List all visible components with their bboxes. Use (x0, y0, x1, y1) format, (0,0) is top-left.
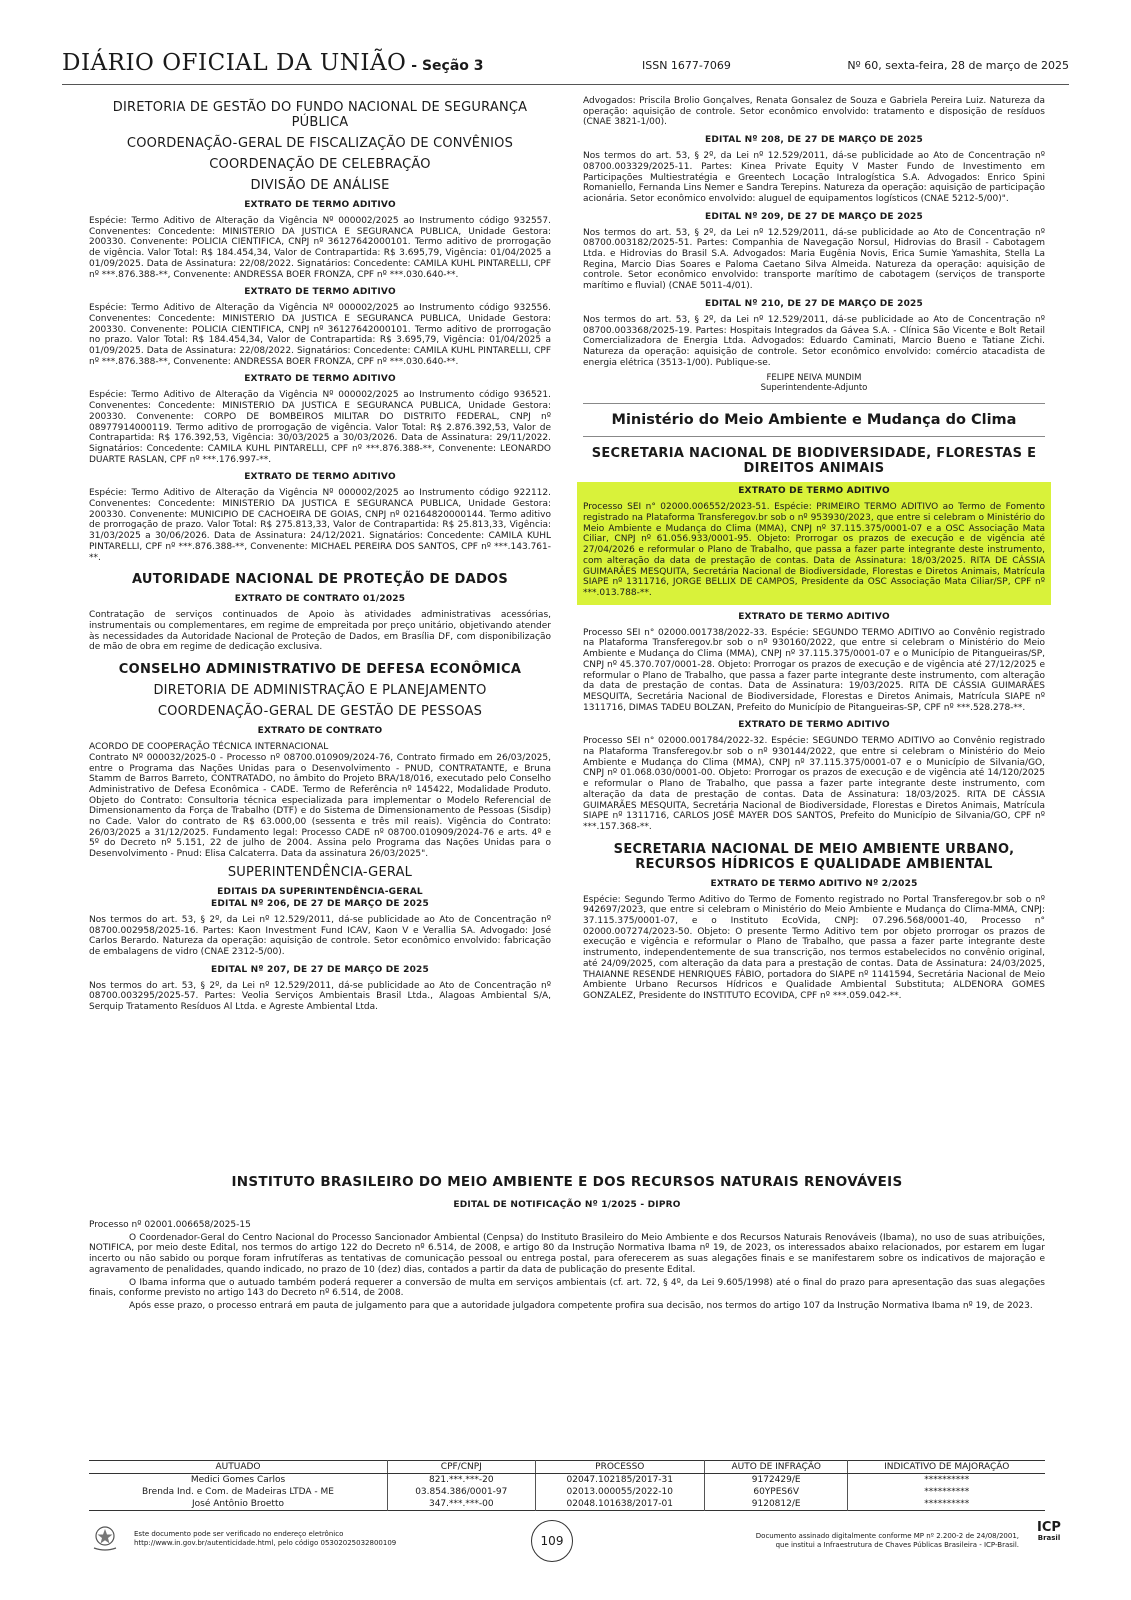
table-cell: José Antônio Broetto (192, 1499, 284, 1509)
extract-title: EDITAIS DA SUPERINTENDÊNCIA-GERAL (217, 886, 423, 897)
column-header: AUTO DE INFRAÇÃO (704, 1461, 848, 1474)
ministry-rule (583, 403, 1045, 404)
ministry-rule (583, 436, 1045, 437)
signature-block (583, 373, 1045, 393)
left-column (89, 96, 551, 1018)
table-cell: Medici Gomes Carlos (190, 1475, 286, 1485)
extract-text: Processo SEI n° 02000.001784/2022-32. Espécie: SEGUNDO TERMO ADITIVO ao Convênio registrado na Plataforma Transferegov.br sob o nº 930144/2022, que entre si celebram o Ministério do Meio Ambiente e Mudança do Clima (MMA), CNPJ nº 37.115.375/0001-07 e o Município de Silvania/GO, CNPJ nº 01.068.030/0001-00. Objeto: Prorrogar os prazos de execução e de vigência até 14/120/2025 e reformular o Plano de Trabalho, que passa a fazer parte integrante deste instrumento, com alteração da data de prestação de contas. Data de Assinatura: 18/03/2025. RITA DE CÁSSIA GUIMARÃES MESQUITA, Secretária Nacional de Biodiversidade, Florestas e Diretos Animais, Matrícula SIAPE nº 1311716, CARLOS JOSÉ MAYER DOS SANTOS, Prefeito do Município de Silvania/GO, CPF nº ***.157.368-**. (583, 736, 1045, 832)
header-rule (62, 84, 1069, 85)
coat-of-arms-icon (90, 1522, 120, 1552)
issn: ISSN 1677-7069 (642, 59, 731, 72)
section-label: - Seção 3 (406, 58, 484, 74)
section-heading: COORDENAÇÃO-GERAL DE GESTÃO DE PESSOAS (157, 704, 483, 720)
extract-title: EXTRATO DE TERMO ADITIVO (244, 200, 396, 210)
signature-line: Documento assinado digitalmente conforme MP nº 2.200-2 de 24/08/2001, (755, 1532, 1019, 1540)
section-heading: SUPERINTENDÊNCIA-GERAL (227, 864, 413, 880)
signature-note (756, 1532, 1019, 1550)
extract-title: EXTRATO DE TERMO ADITIVO (738, 720, 890, 731)
extract-title: EDITAL Nº 206, DE 27 DE MARÇO DE 2025 (211, 898, 429, 909)
ministry-heading: Ministério do Meio Ambiente e Mudança do Clima (611, 412, 1017, 429)
extract-title: EXTRATO DE CONTRATO (257, 726, 383, 737)
verification-note (134, 1530, 396, 1548)
column-header: AUTUADO (89, 1461, 388, 1474)
extract-text: Processo SEI n° 02000.001738/2022-33. Espécie: SEGUNDO TERMO ADITIVO ao Convênio registrado na Plataforma Transferegov.br sob o nº 930160/2022, que entre si celebram o Ministério do Meio Ambiente e Mudança do Clima (MMA), CNPJ nº 37.115.375/0001-07 e o Município de Pitangueiras/SP, CNPJ nº 45.370.707/0001-28. Objeto: Prorrogar os prazos de execução e de vigência até 27/12/2025 e reformular o Plano de Trabalho, que passa a fazer parte integrante deste instrumento, com alteração da data de prestação de contas. Data de Assinatura: 19/03/2025. RITA DE CÁSSIA GUIMARÃES MESQUITA, Secretária Nacional de Biodiversidade, Florestas e Diretos Animais, Matrícula SIAPE nº 1311716, DIMAS TADEU BOLZAN, Prefeito do Município de Pitangueiras-SP, CPF nº ***.528.278-**. (583, 627, 1045, 713)
table-cell: 9172429/E (704, 1474, 848, 1487)
table-cell: 02013.000055/2022-10 (535, 1486, 704, 1498)
extract-title: EDITAL Nº 209, DE 27 DE MARÇO DE 2025 (705, 211, 923, 222)
notice-text: Processo nº 02001.006658/2025-15 (89, 1220, 251, 1230)
edital-text: Nos termos do art. 53, § 2º, da Lei nº 12.529/2011, dá-se publicidade ao Ato de Concentração nº 08700.002958/2025-16. Partes: Kaon Investment Fund ICAV, Kaon V e Verallia SA. Advogado: José Carlos Berardo. Natureza da operação: aquisição de controle. Setor econômico envolvido: fabricação de embalagens de vidro (CNAE 2312-5/00). (89, 914, 551, 957)
notice-text: Após esse prazo, o processo entrará em pauta de julgamento para que a autoridade julgadora competente profira sua decisão, nos termos do artigo 107 da Instrução Normativa Ibama nº 19, de 2023. (129, 1300, 1033, 1311)
extract-text: Espécie: Termo Aditivo de Alteração da Vigência Nº 000002/2025 ao Instrumento código 932556. Convenentes: Concedente: MINISTERIO DA JUSTICA E SEGURANCA PUBLICA, Unidade Gestora: 200330. Convenente: POLICIA CIENTIFICA, CNPJ nº 36127642000101. Termo aditivo de prorrogação no prazo. Valor Total: R$ 184.454,34, Valor de Contrapartida: R$ 3.695,79, Vigência: 01/04/2025 a 01/09/2025. Data de Assinatura: 22/08/2022. Signatários: Concedente: CAMILA KUHL PINTARELLI, CPF nº ***.876.388-**, Convenente: ANDRESSA BOER FRONZA, CPF nº ***.030.640-**. (89, 303, 551, 367)
extract-text: Espécie: Termo Aditivo de Alteração da Vigência Nº 000002/2025 ao Instrumento código 936521. Convenentes: Concedente: MINISTERIO DA JUSTICA E SEGURANCA PUBLICA, Unidade Gestora: 200330. Convenente: CORPO DE BOMBEIROS MILITAR DO DISTRITO FEDERAL, CNPJ nº 08977914000119. Termo aditivo de prorrogação de vigência. Valor Total: R$ 2.876.392,53, Valor de Contrapartida: R$ 176.392,53, Vigência: 30/03/2025 a 30/03/2026. Data de Assinatura: 29/11/2022. Signatários: Concedente: CAMILA KUHL PINTARELLI, CPF nº ***.876.388-**, Convenente: LEONARDO DUARTE RASLAN, CPF nº ***.176.997-**. (89, 390, 551, 465)
column-header: INDICATIVO DE MAJORAÇÃO (848, 1461, 1045, 1474)
section-heading: COORDENAÇÃO-GERAL DE FISCALIZAÇÃO DE CONVÊNIOS (126, 136, 514, 151)
edital-text: Nos termos do art. 53, § 2º, da Lei nº 12.529/2011, dá-se publicidade ao Ato de Concentração nº 08700.003295/2025-57. Partes: Veolia Serviços Ambientais Brasil Ltda., Alagoas Ambiental S/A, Serquip Tratamento Resíduos Al Ltda. e Agreste Ambiental Ltda. (89, 980, 551, 1013)
extract-title: EDITAL Nº 208, DE 27 DE MARÇO DE 2025 (705, 135, 923, 146)
page-footer (62, 1520, 1069, 1570)
column-header: CPF/CNPJ (388, 1461, 536, 1474)
notice-text: O Ibama informa que o autuado também poderá requerer a conversão de multa em serviços ambientais (cf. art. 72, § 4º, da Lei 9.605/1998) até o final do prazo para apresentação das suas alegações finais, conforme previsto no artigo 143 do Decreto nº 6.514, de 2008. (89, 1277, 1045, 1299)
edital-text: Nos termos do art. 53, § 2º, da Lei nº 12.529/2011, dá-se publicidade ao Ato de Concentração nº 08700.003368/2025-19. Partes: Hospitais Integrados da Gávea S.A. - Clínica São Vicente e Bolt Retail Comercializadora de Energia Ltda. Advogados: Eduardo Caminati, Marcio Bueno e Tatiane Zichi. Natureza da operação: aquisição de controle. Setor econômico envolvido: comércio atacadista de energia elétrica (3513-1/00). Publique-se. (583, 314, 1045, 368)
table-cell: 02048.101638/2017-01 (535, 1498, 704, 1511)
issue-date: Nº 60, sexta-feira, 28 de março de 2025 (847, 59, 1069, 72)
table-cell: ********** (848, 1474, 1045, 1487)
extract-title: EXTRATO DE TERMO ADITIVO (738, 486, 890, 497)
extract-title: EDITAL Nº 207, DE 27 DE MARÇO DE 2025 (211, 964, 429, 975)
agency-heading: INSTITUTO BRASILEIRO DO MEIO AMBIENTE E DOS RECURSOS NATURAIS RENOVÁVEIS (231, 1174, 903, 1190)
extract-text: Espécie: Termo Aditivo de Alteração da Vigência Nº 000002/2025 ao Instrumento código 932557. Convenentes: Concedente: MINISTERIO DA JUSTICA E SEGURANCA PUBLICA, Unidade Gestora: 200330. Convenente: POLICIA CIENTIFICA, CNPJ nº 36127642000101. Termo aditivo de prorrogação de vigência. Valor Total: R$ 184.454,34, Valor de Contrapartida: R$ 3.695,79, Vigência: 01/04/2025 a 01/09/2025. Data de Assinatura: 22/08/2022. Signatários: Concedente: CAMILA KUHL PINTARELLI, CPF nº ***.876.388-**, Convenente: ANDRESSA BOER FRONZA, CPF nº ***.030.640-**. (89, 216, 551, 280)
notice-title: EDITAL DE NOTIFICAÇÃO Nº 1/2025 - DIPRO (453, 1200, 681, 1210)
verification-line: Este documento pode ser verificado no endereço eletrônico (134, 1530, 344, 1538)
edital-text: Nos termos do art. 53, § 2º, da Lei nº 12.529/2011, dá-se publicidade ao Ato de Concentração nº 08700.003329/2025-11. Partes: Kinea Private Equity V Master Fundo de Investimento em Participações Multiestratégia e Greentech Locação Intralogística S.A. Advogados: Enrico Spini Romaniello, Fernanda Lins Nemer e Sandra Terepins. Natureza da operação: aquisição de participação acionária. Setor econômico envolvido: aluguel de equipamentos logísticos (CNAE 5212-5/00)". (583, 151, 1045, 204)
table-header-row (89, 1461, 1045, 1474)
extract-title: EXTRATO DE TERMO ADITIVO (244, 374, 396, 385)
publication-title: DIÁRIO OFICIAL DA UNIÃO - Seção 3 (62, 50, 484, 76)
page-header (62, 50, 1069, 80)
notified-parties-table (89, 1460, 1045, 1511)
table-cell: 821.***.***-20 (388, 1474, 536, 1487)
verification-link: http://www.in.gov.br/autenticidade.html, pelo código 05302025032800109 (134, 1539, 397, 1547)
signer-role: Superintendente-Adjunto (760, 383, 868, 394)
extract-text: Espécie: Termo Aditivo de Alteração da Vigência Nº 000002/2025 ao Instrumento código 922112. Convenentes: Concedente: MINISTERIO DA JUSTICA E SEGURANCA PUBLICA, Unidade Gestora: 200330. Convenente: MUNICIPIO DE CACHOEIRA DE GOIAS, CNPJ nº 02164820000144. Termo aditivo de prorrogação de prazo. Valor Total: R$ 275.813,33, Valor de Contrapartida: R$ 25.813,33, Vigência: 31/03/2025 a 30/06/2026. Data de Assinatura: 24/12/2021. Signatários: Concedente: CAMILA KUHL PINTARELLI, CPF nº ***.876.388-**, Convenente: MICHAEL PEREIRA DOS SANTOS, CPF nº ***.143.761-**. (89, 488, 551, 563)
notice-text: O Coordenador-Geral do Centro Nacional do Processo Sancionador Ambiental (Cenpsa) do Instituto Brasileiro do Meio Ambiente e dos Recursos Naturais Renováveis (Ibama), no uso de suas atribuições, NOTIFICA, por meio deste Edital, nos termos do artigo 122 do Decreto nº 6.514, de 2008, e artigo 80 da Instrução Normativa Ibama nº 19, de 2023, os interessados abaixo relacionados, por estarem em lugar incerto ou não sabido ou porque foram infrutíferas as tentativas de comunicação pessoal ou entrega postal, para oferecerem as suas alegações finais e se manifestarem sobre os indicativos de majoração e agravamento de penalidades, quando indicado, no prazo de 10 (dez) dias, contados a partir da data de publicação do presente Edital. (89, 1232, 1045, 1275)
icp-brasil-logo (1031, 1522, 1067, 1560)
agency-heading: CONSELHO ADMINISTRATIVO DE DEFESA ECONÔMICA (118, 662, 522, 678)
section-heading: DIRETORIA DE GESTÃO DO FUNDO NACIONAL DE SEGURANÇA PÚBLICA (112, 100, 528, 130)
table-cell: 60YPES6V (704, 1486, 848, 1498)
page-number: 109 (531, 1520, 573, 1562)
table-cell: 347.***.***-00 (388, 1498, 536, 1511)
edital-text: Advogados: Priscila Brolio Gonçalves, Renata Gonsalez de Souza e Gabriela Pereira Luiz. Natureza da operação: aquisição de controle. Setor econômico envolvido: tratamento e disposição de resíduos (CNAE 3821-1/00). (583, 96, 1045, 128)
table-cell: 03.854.386/0001-97 (388, 1486, 536, 1498)
extract-title: EXTRATO DE TERMO ADITIVO Nº 2/2025 (710, 878, 918, 889)
icp-logo-text: ICP (1037, 1520, 1061, 1535)
extract-title: EXTRATO DE TERMO ADITIVO (244, 472, 396, 483)
agency-heading: AUTORIDADE NACIONAL DE PROTEÇÃO DE DADOS (131, 572, 509, 588)
signer-name: FELIPE NEIVA MUNDIM (766, 373, 862, 384)
table-row (89, 1498, 1045, 1511)
right-column (583, 96, 1045, 1007)
extract-title: EXTRATO DE TERMO ADITIVO (244, 287, 396, 298)
extract-title: EXTRATO DE TERMO ADITIVO (738, 611, 890, 622)
table-row (89, 1486, 1045, 1498)
table-cell: ********** (848, 1486, 1045, 1498)
icp-logo-subtext: Brasil (1037, 1534, 1061, 1542)
edital-text: Nos termos do art. 53, § 2º, da Lei nº 12.529/2011, dá-se publicidade ao Ato de Concentração nº 08700.003182/2025-51. Partes: Companhia de Navegação Norsul, Hidrovias do Brasil - Cabotagem Ltda. e Hidrovias do Brasil S.A. Advogados: Maria Eugênia Novis, Erica Sumie Yamashita, Stella La Regina, Marcio Dias Soares e Paloma Caetano Silva Almeida. Natureza da operação: aquisição de controle. Setor econômico envolvido: transporte marítimo de cabotagem (serviços de transporte marítimo e fluvial) (CNAE 5011-4/01). (583, 227, 1045, 292)
highlighted-extract (577, 482, 1051, 604)
extract-text: Processo SEI n° 02000.006552/2023-51. Espécie: PRIMEIRO TERMO ADITIVO ao Termo de Fomento registrado na Plataforma Transferegov.br sob o nº 953930/2023, que entre si celebram o Ministério do Meio Ambiente e Mudança do Clima (MMA), CNPJ nº 37.115.375/0001-07 e a OSC Associação Mata Ciliar, CNPJ nº 61.056.933/0001-95. Objeto: Prorrogar os prazos de execução e de vigência até 27/04/2026 e reformular o Plano de Trabalho, que passa a fazer parte integrante deste instrumento, com alteração da data de prestação de contas. Data de Assinatura: 18/03/2025. RITA DE CÁSSIA GUIMARÃES MESQUITA, Secretária Nacional de Biodiversidade, Florestas e Diretos Animais, Matrícula SIAPE nº 1311716, JORGE BELLIX DE CAMPOS, Presidente da OSC Associação Mata Ciliar/SP, CPF nº ***.013.788-**. (583, 502, 1045, 598)
table-row (89, 1474, 1045, 1487)
secretariat-heading: SECRETARIA NACIONAL DE MEIO AMBIENTE URBANO, RECURSOS HÍDRICOS E QUALIDADE AMBIENTAL (613, 841, 1015, 872)
extract-text: Espécie: Segundo Termo Aditivo do Termo de Fomento registrado no Portal Transferegov.br sob o nº 942697/2023, que entre si celebram o Ministério do Meio Ambiente e Mudança do Clima-MMA, CNPJ: 37.115.375/0001-07, e o Instituto EcoVida, CNPJ: 07.296.568/0001-40, Processo n° 02000.007274/2023-50. Objeto: O presente Termo Aditivo tem por objeto prorrogar os prazos de execução e vigência e reformular o Plano de Trabalho, que passa a fazer parte integrante deste instrumento, independentemente de sua transcrição, nos termos estabelecidos no convênio original, até 24/09/2025, com alteração da data para a prestação de contas. Data de Assinatura: 24/03/2025, THAIANNE RESENDE HENRIQUES FÁBIO, portadora do SIAPE nº 1141594, Secretária Nacional de Meio Ambiente Urbano Recursos Hídricos e Qualidade Ambiental Substituta; ALDENORA GOMES GONZALEZ, Presidente do INSTITUTO ECOVIDA, CPF nº ***.059.042-**. (583, 894, 1045, 1001)
extract-text: Contrato Nº 000032/2025-0 - Processo nº 08700.010909/2024-76, Contrato firmado em 26/03/2025, entre o Programa das Nações Unidas para o Desenvolvimento - PNUD, CONTRATANTE, e Bruna Stamm de Barros Barreto, CONTRATADO, no âmbito do Projeto BRA/18/016, executado pelo Conselho Administrativo de Defesa Econômica - CADE. Termo de Referência nº 145422, Modalidade Produto. Objeto do Contrato: Consultoria técnica especializada para implementar o Modelo Referencial de Dimensionamento da Força de Trabalho (DTF) e do Sistema de Dimensionamento de Pessoas (Sisdip) no Cade. Valor do contrato de R$ 63.000,00 (sessenta e três mil reais). Vigência do Contrato: 26/03/2025 a 31/12/2025. Fundamento legal: Processo CADE nº 08700.010909/2024-76 e arts. 4º e 5º do Decreto nº 5.151, 22 de julho de 2004. Assina pelo Programa das Nações Unidas para o Desenvolvimento - Pnud: Elisa Calcaterra. Data da assinatura 26/03/2025". (89, 752, 551, 860)
column-header: PROCESSO (535, 1461, 704, 1474)
secretariat-heading: SECRETARIA NACIONAL DE BIODIVERSIDADE, FLORESTAS E DIREITOS ANIMAIS (591, 446, 1037, 477)
section-heading: COORDENAÇÃO DE CELEBRAÇÃO (209, 157, 431, 172)
section-heading: DIVISÃO DE ANÁLISE (250, 178, 390, 193)
table-cell: ********** (848, 1498, 1045, 1511)
extract-text: ACORDO DE COOPERAÇÃO TÉCNICA INTERNACIONAL (89, 742, 329, 753)
extract-text: Contratação de serviços continuados de Apoio às atividades administrativas acessórias, instrumentais ou complementares, em regime de empreitada por preço unitário, objetivando atender às necessidades da Autoridade Nacional de Proteção de Dados, em Brasília DF, com disponibilização de mão de obra em regime de dedicação exclusiva. (89, 610, 551, 653)
signature-line: que institui a Infraestrutura de Chaves Públicas Brasileira - ICP-Brasil. (775, 1541, 1019, 1549)
table-cell: 02047.102185/2017-31 (535, 1474, 704, 1487)
table-cell: Brenda Ind. e Com. de Madeiras LTDA - ME (141, 1487, 334, 1497)
extract-title: EXTRATO DE CONTRATO 01/2025 (234, 594, 406, 605)
ibama-section (89, 1166, 1045, 1314)
section-heading: DIRETORIA DE ADMINISTRAÇÃO E PLANEJAMENTO (153, 683, 487, 699)
table-cell: 9120812/E (704, 1498, 848, 1511)
extract-title: EDITAL Nº 210, DE 27 DE MARÇO DE 2025 (705, 298, 923, 309)
